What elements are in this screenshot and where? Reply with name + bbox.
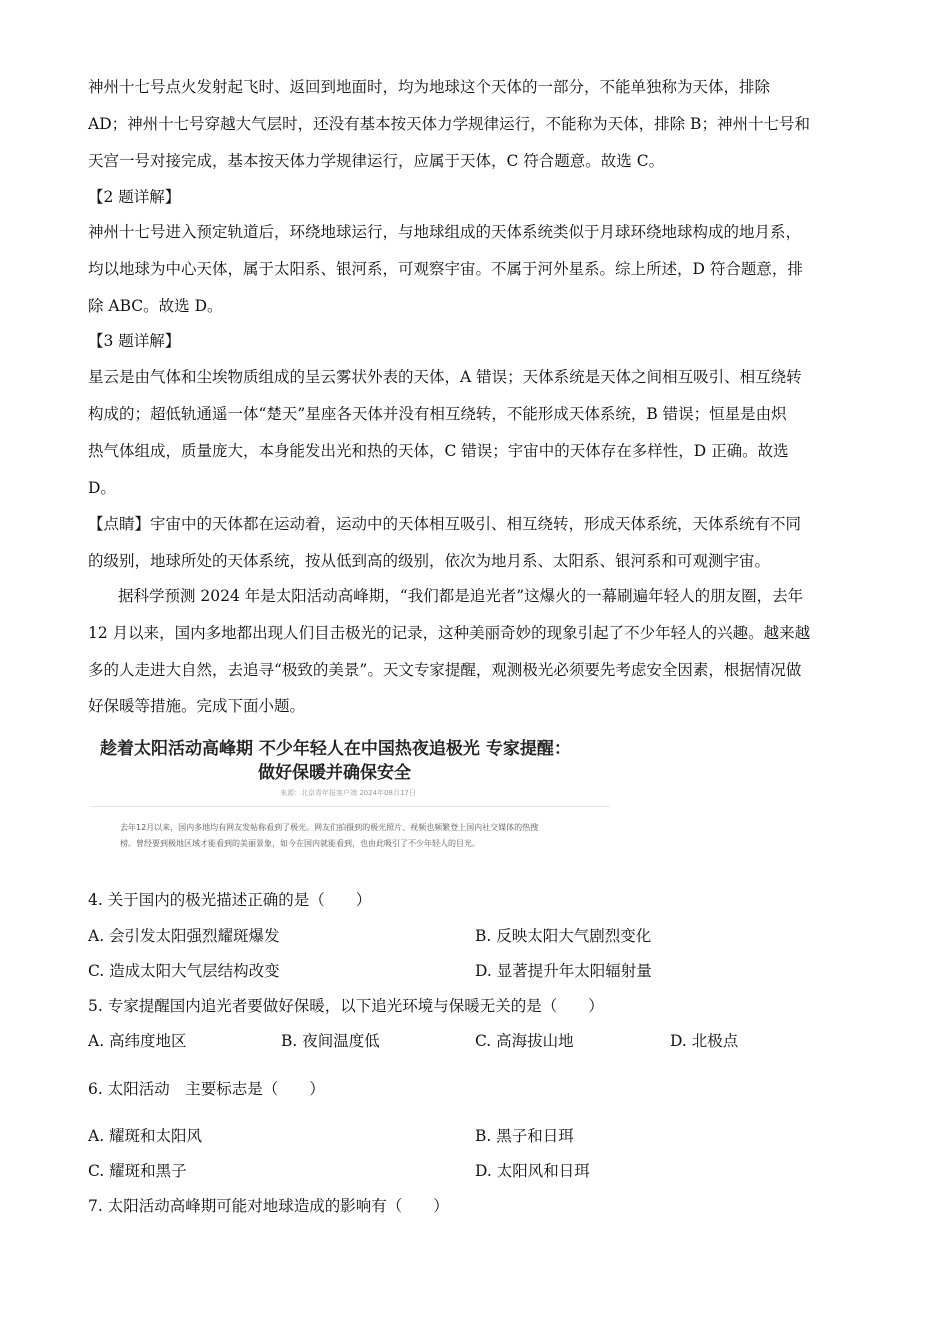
tip-line-1: 【点睛】宇宙中的天体都在运动着，运动中的天体相互吸引、相互绕转，形成天体系统，天体系统有不同 — [88, 515, 802, 533]
q5-option-d[interactable]: D. 北极点 — [670, 1032, 739, 1050]
q5-option-a[interactable]: A. 高纬度地区 — [88, 1032, 187, 1050]
explanation-line-7: 除 ABC。故选 D。 — [88, 297, 223, 315]
news-screenshot — [90, 726, 610, 860]
tip-line-2: 的级别，地球所处的天体系统，按从低到高的级别，依次为地月系、太阳系、银河系和可观测宇宙。 — [88, 552, 771, 570]
passage-line-3: 多的人走进大自然，去追寻“极致的美景”。天文专家提醒，观测极光必须要先考虑安全因素，根据情况做 — [88, 661, 802, 679]
q6-option-b[interactable]: B. 黑子和日珥 — [475, 1127, 574, 1145]
q2-detail-heading: 【2 题详解】 — [88, 188, 181, 206]
q4-stem: 4. 关于国内的极光描述正确的是（ ） — [88, 891, 372, 909]
q6-option-c[interactable]: C. 耀斑和黑子 — [88, 1162, 187, 1180]
explanation-line-5: 神州十七号进入预定轨道后，环绕地球运行，与地球组成的天体系统类似于月球环绕地球构成的地月系， — [88, 223, 802, 241]
q6-option-d[interactable]: D. 太阳风和日珥 — [475, 1162, 590, 1180]
explanation-line-6: 均以地球为中心天体，属于太阳系、银河系，可观察宇宙。不属于河外星系。综上所述，D 符合题意，排 — [88, 260, 803, 278]
passage-line-1: 据科学预测 2024 年是太阳活动高峰期，“我们都是追光者”这爆火的一幕刷遍年轻人的朋友圈，去年 — [118, 587, 804, 605]
q5-option-c[interactable]: C. 高海拔山地 — [475, 1032, 574, 1050]
explanation-line-2: AD；神州十七号穿越大气层时，还没有基本按天体力学规律运行，不能称为天体，排除 B；神州十七号和 — [88, 115, 810, 133]
explanation-line-10: 构成的；超低轨通遥一体“楚天”星座各天体并没有相互绕转，不能形成天体系统，B 错误；恒星是由炽 — [88, 405, 787, 423]
q3-detail-heading: 【3 题详解】 — [88, 332, 181, 350]
news-headline-2: 做好保暖并确保安全 — [258, 763, 411, 783]
news-headline-1: 趁着太阳活动高峰期 不少年轻人在中国热夜追极光 专家提醒： — [100, 739, 571, 759]
news-divider — [90, 806, 610, 807]
news-source: 来源：北京青年报客户端 2024年08月17日 — [280, 789, 416, 797]
explanation-line-9: 星云是由气体和尘埃物质组成的呈云雾状外表的天体，A 错误；天体系统是天体之间相互吸引、相互绕转 — [88, 368, 802, 386]
explanation-line-1: 神州十七号点火发射起飞时、返回到地面时，均为地球这个天体的一部分，不能单独称为天体，排除 — [88, 78, 771, 96]
explanation-line-3: 天宫一号对接完成，基本按天体力学规律运行，应属于天体，C 符合题意。故选 C。 — [88, 152, 665, 170]
q6-stem: 6. 太阳活动 主要标志是（ ） — [88, 1080, 325, 1098]
q4-option-b[interactable]: B. 反映太阳大气剧烈变化 — [475, 927, 652, 945]
q4-option-c[interactable]: C. 造成太阳大气层结构改变 — [88, 962, 280, 980]
news-body-line-2: 榜。曾经要到极地区域才能看到的美丽景象，如今在国内就能看到，也由此吸引了不少年轻人的目光。 — [120, 839, 480, 848]
q5-stem: 5. 专家提醒国内追光者要做好保暖，以下追光环境与保暖无关的是（ ） — [88, 997, 604, 1015]
passage-line-4: 好保暖等措施。完成下面小题。 — [88, 697, 306, 715]
q6-option-a[interactable]: A. 耀斑和太阳风 — [88, 1127, 203, 1145]
q4-option-d[interactable]: D. 显著提升年太阳辐射量 — [475, 962, 652, 980]
passage-line-2: 12 月以来，国内多地都出现人们目击极光的记录，这种美丽奇妙的现象引起了不少年轻人的兴趣。越来越 — [88, 624, 811, 642]
q5-option-b[interactable]: B. 夜间温度低 — [281, 1032, 380, 1050]
q7-stem: 7. 太阳活动高峰期可能对地球造成的影响有（ ） — [88, 1197, 449, 1215]
explanation-line-12: D。 — [88, 479, 116, 497]
q4-option-a[interactable]: A. 会引发太阳强烈耀斑爆发 — [88, 927, 280, 945]
explanation-line-11: 热气体组成，质量庞大，本身能发出光和热的天体，C 错误；宇宙中的天体存在多样性，D 正确。故选 — [88, 442, 789, 460]
news-body-line-1: 去年12月以来，国内多地均有网友发帖称看到了极光。网友们拍摄到的极光照片、视频也频繁登上国内社交媒体的热搜 — [120, 823, 539, 832]
